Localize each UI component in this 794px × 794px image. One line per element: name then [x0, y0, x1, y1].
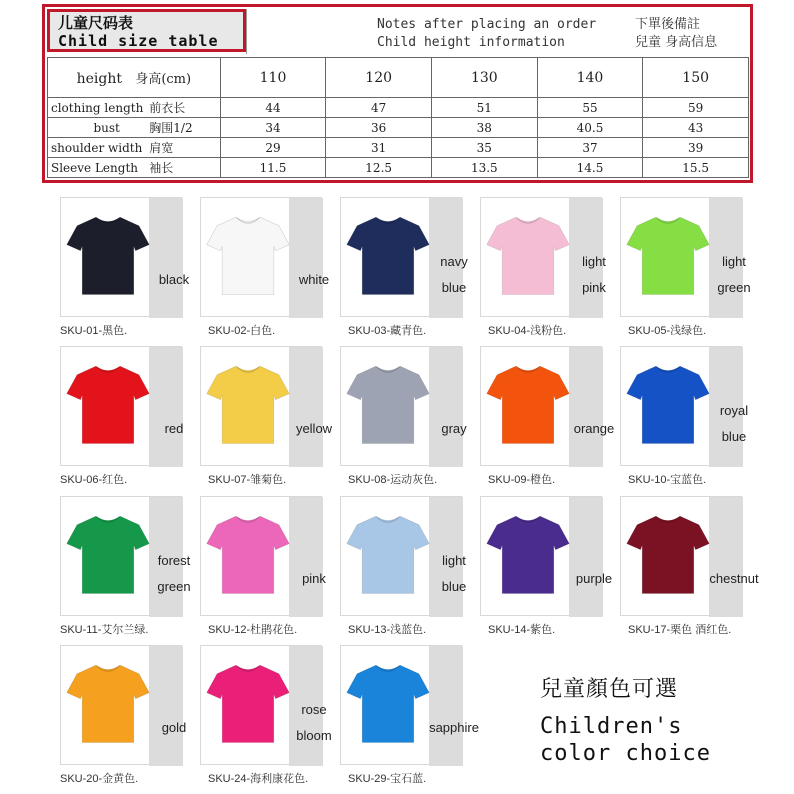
table-cell: 59 — [643, 98, 749, 118]
tshirt-icon — [205, 511, 291, 597]
size-header-cell: 110 — [220, 58, 326, 98]
color-name-line: rose — [301, 702, 327, 717]
color-name — [708, 249, 760, 301]
swatch-shadow-panel — [149, 646, 183, 766]
color-swatch[interactable] — [620, 197, 760, 342]
order-notes-en-line-2: Child height information — [377, 35, 565, 50]
color-name-line: pink — [582, 280, 606, 295]
color-name-line: light — [582, 254, 606, 269]
sku-label: SKU-24-海利康花色. — [208, 773, 309, 785]
sku-label: SKU-05-浅绿色. — [628, 325, 707, 337]
order-notes-en-line-1: Notes after placing an order — [377, 17, 597, 32]
swatch-shadow-panel — [289, 347, 323, 467]
sku-label: SKU-04-浅粉色. — [488, 325, 567, 337]
sku-label: SKU-01-黑色. — [60, 325, 128, 337]
color-name-line: light — [442, 553, 466, 568]
size-table-title-en: Child size table — [58, 32, 219, 50]
order-notes-zh — [635, 16, 717, 52]
row-label-en: clothing length — [48, 98, 147, 118]
swatch-shadow-panel — [289, 198, 323, 318]
swatch-card — [200, 197, 322, 317]
sku-label: SKU-11-艾尔兰绿. — [60, 624, 149, 636]
color-name-line: pink — [302, 571, 326, 586]
size-table — [47, 57, 749, 178]
color-name — [148, 416, 200, 442]
swatch-card — [200, 346, 322, 466]
title-divider — [246, 9, 247, 54]
tshirt-icon — [345, 361, 431, 447]
sku-label: SKU-14-紫色. — [488, 624, 556, 636]
swatch-card — [340, 645, 462, 765]
swatch-card — [480, 346, 602, 466]
swatch-shadow-panel — [709, 497, 743, 617]
table-cell: 15.5 — [643, 158, 749, 178]
color-name — [148, 267, 200, 293]
row-label-en: Sleeve Length — [48, 158, 147, 178]
table-cell: 43 — [643, 118, 749, 138]
table-cell: 55 — [537, 98, 643, 118]
row-label-en: shoulder width — [48, 138, 147, 158]
color-name-line: green — [717, 280, 751, 295]
color-choice-title-en-line-1: Children's — [540, 714, 683, 739]
color-swatch[interactable] — [340, 197, 480, 342]
sku-label: SKU-29-宝石蓝. — [348, 773, 427, 785]
table-cell: 34 — [220, 118, 326, 138]
size-table-title-zh: 儿童尺码表 — [58, 14, 134, 32]
sku-label: SKU-17-栗色 酒红色. — [628, 624, 732, 636]
color-name-line: black — [158, 272, 190, 287]
size-table-panel — [42, 4, 753, 183]
color-name — [288, 267, 340, 293]
color-swatch[interactable] — [480, 496, 620, 641]
tshirt-icon — [625, 212, 711, 298]
swatch-shadow-panel — [429, 646, 463, 766]
color-name — [288, 697, 340, 749]
swatch-shadow-panel — [569, 497, 603, 617]
color-name-line: gold — [161, 720, 187, 735]
size-table-title-box — [47, 9, 246, 52]
table-cell: 38 — [431, 118, 537, 138]
color-swatch[interactable] — [340, 645, 480, 790]
sku-label: SKU-10-宝蓝色. — [628, 474, 707, 486]
sku-label: SKU-02-白色. — [208, 325, 276, 337]
color-name — [568, 249, 620, 301]
color-name — [148, 715, 200, 741]
table-row — [48, 158, 749, 178]
swatch-shadow-panel — [149, 198, 183, 318]
table-cell: 11.5 — [220, 158, 326, 178]
table-cell: 47 — [326, 98, 432, 118]
color-swatch[interactable] — [620, 346, 760, 491]
color-name — [568, 416, 620, 442]
tshirt-icon — [625, 361, 711, 447]
color-name-line: royal — [719, 403, 749, 418]
swatch-shadow-panel — [569, 347, 603, 467]
table-cell: 35 — [431, 138, 537, 158]
sku-label: SKU-09-橙色. — [488, 474, 556, 486]
color-name-line: gray — [441, 421, 467, 436]
table-row — [48, 98, 749, 118]
tshirt-icon — [345, 511, 431, 597]
color-name — [288, 566, 340, 592]
height-label-en: height — [76, 71, 122, 87]
color-name-line: white — [298, 272, 330, 287]
height-header-cell — [48, 58, 221, 98]
color-name-line: red — [164, 421, 184, 436]
color-choice-title-zh: 兒童顏色可選 — [540, 677, 679, 702]
tshirt-icon — [485, 212, 571, 298]
swatch-card — [60, 645, 182, 765]
color-name-line: purple — [575, 571, 613, 586]
color-name-line: blue — [441, 280, 467, 295]
sku-label: SKU-20-金黄色. — [60, 773, 139, 785]
table-cell: 36 — [326, 118, 432, 138]
table-cell: 29 — [220, 138, 326, 158]
table-cell: 13.5 — [431, 158, 537, 178]
height-label-zh: 身高(cm) — [135, 72, 192, 87]
color-name-line: blue — [441, 579, 467, 594]
swatch-card — [200, 496, 322, 616]
tshirt-icon — [65, 511, 151, 597]
table-cell: 31 — [326, 138, 432, 158]
color-name-line: green — [157, 579, 191, 594]
row-label-zh: 胸围1/2 — [146, 118, 220, 138]
tshirt-icon — [485, 361, 571, 447]
tshirt-icon — [65, 212, 151, 298]
color-name-line: chestnut — [709, 571, 759, 586]
tshirt-icon — [205, 660, 291, 746]
tshirt-icon — [205, 361, 291, 447]
tshirt-icon — [625, 511, 711, 597]
color-swatch[interactable] — [200, 346, 340, 491]
table-cell: 14.5 — [537, 158, 643, 178]
tshirt-icon — [345, 660, 431, 746]
size-header-cell: 150 — [643, 58, 749, 98]
color-name — [148, 548, 200, 600]
size-header-cell: 140 — [537, 58, 643, 98]
tshirt-icon — [65, 361, 151, 447]
sku-label: SKU-08-运动灰色. — [348, 474, 438, 486]
swatch-card — [60, 346, 182, 466]
color-choice-title-en — [540, 713, 711, 767]
color-swatch[interactable] — [200, 645, 340, 790]
color-swatch[interactable] — [60, 496, 200, 641]
color-name-line: sapphire — [429, 720, 479, 735]
color-choice-title-en-line-2: color choice — [540, 741, 711, 766]
color-name-line: light — [722, 254, 746, 269]
table-cell: 39 — [643, 138, 749, 158]
color-name — [708, 398, 760, 450]
color-swatch[interactable] — [480, 346, 620, 491]
swatch-card — [620, 496, 742, 616]
color-swatch[interactable] — [200, 496, 340, 641]
table-cell: 40.5 — [537, 118, 643, 138]
tshirt-icon — [345, 212, 431, 298]
swatch-card — [480, 496, 602, 616]
swatch-card — [340, 346, 462, 466]
table-cell: 37 — [537, 138, 643, 158]
size-header-cell: 120 — [326, 58, 432, 98]
size-header-cell: 130 — [431, 58, 537, 98]
sku-label: SKU-13-浅蓝色. — [348, 624, 427, 636]
color-swatch[interactable] — [60, 197, 200, 342]
size-table-header-row — [48, 58, 749, 98]
table-row — [48, 138, 749, 158]
color-name — [428, 548, 480, 600]
color-swatch[interactable] — [60, 645, 200, 790]
order-notes-zh-line-2: 兒童 身高信息 — [635, 35, 718, 50]
sku-label: SKU-06-红色. — [60, 474, 128, 486]
table-cell: 44 — [220, 98, 326, 118]
color-name — [708, 566, 760, 592]
color-swatch[interactable] — [620, 496, 760, 641]
tshirt-icon — [485, 511, 571, 597]
color-name — [428, 416, 480, 442]
color-name — [288, 416, 340, 442]
color-swatch[interactable] — [60, 346, 200, 491]
color-name-line: navy — [440, 254, 468, 269]
color-name-line: blue — [721, 429, 747, 444]
row-label-zh: 前衣长 — [146, 98, 220, 118]
sku-label: SKU-12-杜鹃花色. — [208, 624, 298, 636]
order-notes-en — [377, 16, 596, 52]
tshirt-icon — [205, 212, 291, 298]
color-swatch[interactable] — [200, 197, 340, 342]
color-swatch[interactable] — [340, 496, 480, 641]
color-name-line: bloom — [296, 728, 332, 743]
row-label-zh: 肩宽 — [146, 138, 220, 158]
table-cell: 12.5 — [326, 158, 432, 178]
color-name — [568, 566, 620, 592]
color-name — [428, 715, 480, 741]
row-label-en: bust — [48, 118, 147, 138]
color-name-line: forest — [157, 553, 191, 568]
swatch-card — [60, 197, 182, 317]
swatch-shadow-panel — [289, 497, 323, 617]
row-label-zh: 袖长 — [146, 158, 220, 178]
color-swatch[interactable] — [340, 346, 480, 491]
color-swatch[interactable] — [480, 197, 620, 342]
swatch-shadow-panel — [149, 347, 183, 467]
sku-label: SKU-03-藏青色. — [348, 325, 427, 337]
color-name-line: orange — [573, 421, 615, 436]
color-name — [428, 249, 480, 301]
order-notes-zh-line-1: 下單後備註 — [635, 17, 701, 32]
table-cell: 51 — [431, 98, 537, 118]
table-row — [48, 118, 749, 138]
sku-label: SKU-07-雏菊色. — [208, 474, 287, 486]
color-name-line: yellow — [295, 421, 333, 436]
tshirt-icon — [65, 660, 151, 746]
swatch-shadow-panel — [429, 347, 463, 467]
